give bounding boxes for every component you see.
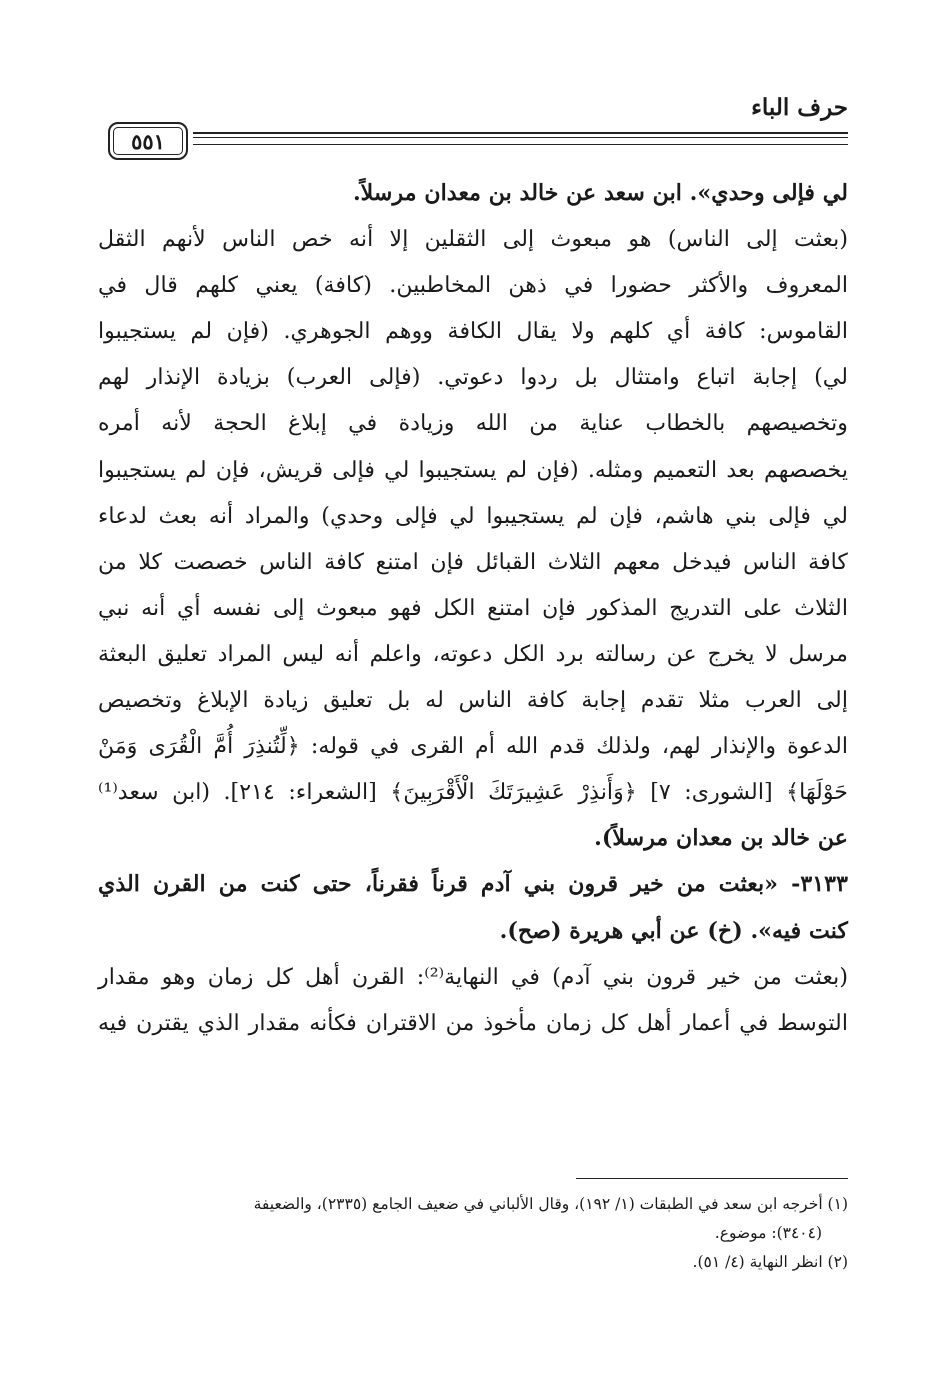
text-line: كافة الناس فيدخل معهم الثلاث القبائل فإن امتنع كافة الناس خصصت كلا من (98, 548, 848, 575)
footnote-line: (٢) انظر النهاية (٤/ ٥١). (692, 1253, 848, 1271)
footnote-separator (576, 1178, 848, 1179)
text-line: القاموس: كافة أي كلهم ولا يقال الكافة ووهم الجوهري. (فإن لم يستجيبوا (98, 318, 848, 345)
text-line: لي) إجابة اتباع وامتثال بل ردوا دعوتي. (فإلى العرب) بزيادة الإنذار لهم (98, 364, 848, 391)
text-line: المعروف والأكثر حضورا في ذهن المخاطبين. (كافة) يعني كلهم قال في (98, 272, 848, 299)
footnotes (98, 1190, 848, 1277)
text-line: التوسط في أعمار أهل كل زمان مأخوذ من الاقتران فكأنه مقدار الذي يقترن فيه (98, 1009, 848, 1036)
header-rule (193, 132, 848, 145)
text-line: إلى العرب مثلا تقدم إجابة كافة الناس له بل تعليق زيادة الإبلاغ وتخصيص (98, 687, 848, 714)
book-page (98, 70, 848, 1320)
text-line: (بعثت إلى الناس) هو مبعوث إلى الثقلين إلا أنه خص الناس لأنهم الثقل (98, 226, 848, 253)
text-line: حَوْلَهَا﴾ [الشورى: ٧] ﴿وَأَنذِرْ عَشِيرَتَكَ الْأَقْرَبِينَ﴾ [الشعراء: ٢١٤]. (ابن سعد⁽¹⁾ (98, 779, 848, 806)
text-line: ٣١٣٣- «بعثت من خير قرون بني آدم قرناً فقرناً، حتى كنت من القرن الذي (98, 871, 848, 898)
text-line: الدعوة والإنذار لهم، ولذلك قدم الله أم القرى في قوله: ﴿لِّتُنذِرَ أُمَّ الْقُرَى وَمَنْ (98, 733, 848, 760)
footnote-line: (١) أخرجه ابن سعد في الطبقات (١/ ١٩٢)، وقال الألباني في ضعيف الجامع (٢٣٣٥)، والضعيفة (253, 1195, 848, 1213)
text-line: كنت فيه». (خ) عن أبي هريرة (صح). (499, 917, 848, 944)
text-line: لي فإلى بني هاشم، فإن لم يستجيبوا لي فإلى وحدي) والمراد أنه بعث لدعاء (98, 502, 848, 529)
chapter-title: حرف الباء (751, 94, 848, 121)
page-number: ٥٥١ (131, 128, 165, 154)
page-header (98, 90, 848, 154)
text-line: وتخصيصهم بالخطاب عناية من الله وزيادة في إبلاغ الحجة لأنه أمره (98, 410, 848, 437)
text-line: (بعثت من خير قرون بني آدم) في النهاية⁽²⁾: القرن أهل كل زمان وهو مقدار (98, 963, 849, 990)
text-line: مرسل لا يخرج عن رسالته برد الكل دعوته، واعلم أنه ليس المراد تعليق البعثة (98, 640, 848, 667)
main-text (98, 170, 848, 1046)
footnote-line: (٣٤٠٤): موضوع. (714, 1224, 822, 1242)
page-number-box (108, 122, 188, 160)
text-line: عن خالد بن معدان مرسلاً). (594, 825, 848, 852)
text-line: الثلاث على التدريج المذكور فإن امتنع الكل فهو مبعوث إلى نفسه أي أنه نبي (98, 594, 848, 621)
text-line: لي فإلى وحدي». ابن سعد عن خالد بن معدان مرسلاً. (352, 180, 848, 206)
text-line: يخصصهم بعد التعميم ومثله. (فإن لم يستجيبوا لي فإلى قريش، فإن لم يستجيبوا (98, 456, 848, 483)
